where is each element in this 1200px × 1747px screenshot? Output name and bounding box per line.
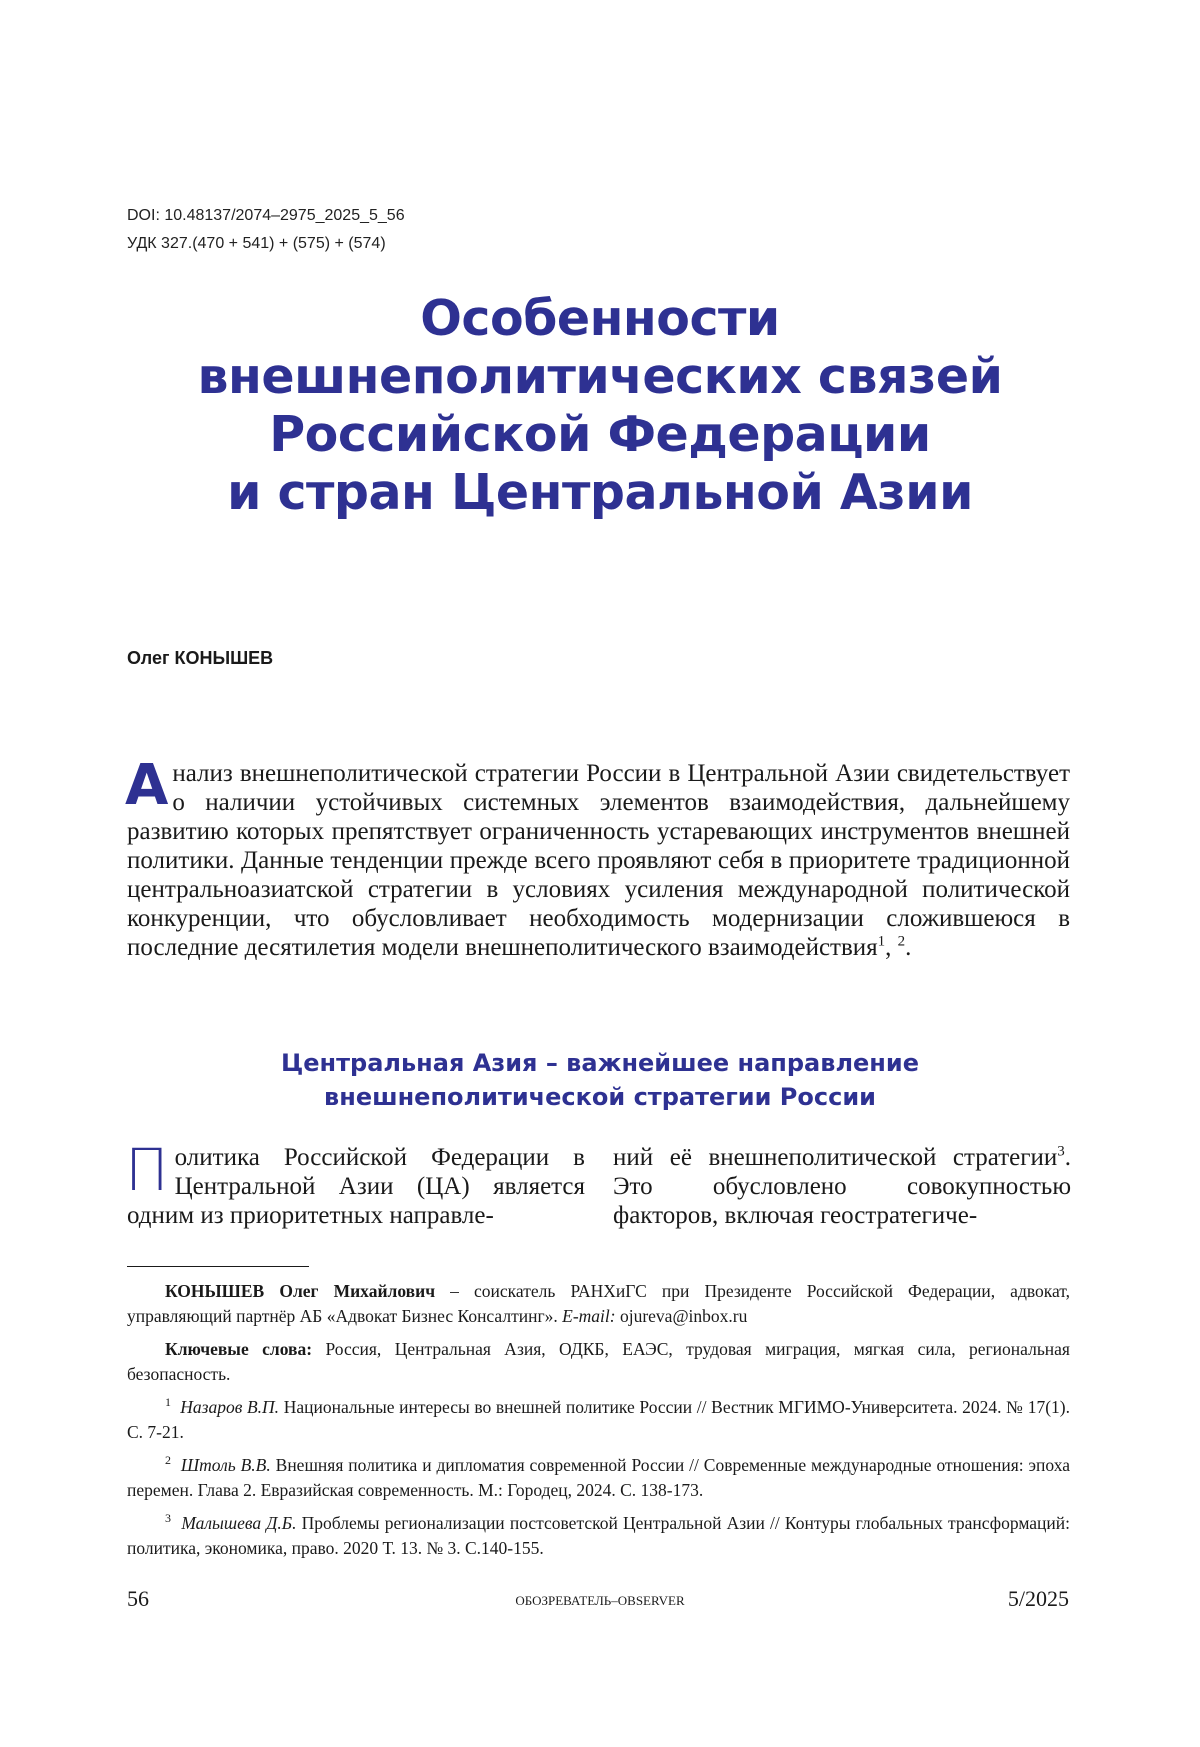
keywords: Россия, Центральная Азия, ОДКБ, ЕАЭС, трудовая миграция, мягкая сила, региональная безопасность. [127,1339,1070,1384]
section-heading [150,1046,1050,1114]
footnote-author: Штоль В.В. [181,1455,271,1475]
author-note [127,1279,1070,1329]
abstract-text: нализ внешнеполитической стратегии России в Центральной Азии свидетельствует о наличии устойчивых системных элементов взаимодействия, дальнейшему развитию которых препятствует ограниченность устаревающих инструментов внешней политики. Данные тенденции прежде всего проявляют себя в приоритете традиционной центральноазиатской стратегии в условиях усиления международной политической конкуренции, что обусловливает необходимость модернизации сложившеюся в последние десятилетия модели внешнеполитического взаимодействия [127,760,1070,961]
footnote-ref: 1 [878,934,886,950]
title-line: внешнеполитических связей [100,348,1100,406]
footnotes [127,1279,1070,1569]
footnote-3 [127,1511,1070,1561]
issue-number: 5/2025 [1008,1586,1069,1612]
footnote-2 [127,1453,1070,1503]
footnote-text: Национальные интересы во внешней политике России // Вестник МГИМО-Университета. 2024. № 17(1). С. 7-21. [127,1397,1070,1442]
footnote-number: 3 [165,1511,171,1525]
abstract-dropcap: А [125,761,168,811]
title-line: Российской Федерации [100,406,1100,464]
body-text: ний её внешнеполитической стратегии [613,1144,1057,1171]
keywords-label: Ключевые слова: [165,1339,312,1359]
footnote-number: 2 [165,1453,171,1467]
body-text: олитика Российской Федерации в Центральной Азии (ЦА) является одним из приоритетных направле- [127,1144,585,1229]
journal-page [0,0,1200,1747]
body-dropcap: П [125,1145,169,1195]
ref-separator: , [885,934,898,961]
author-name: Олег КОНЫШЕВ [127,648,273,669]
footnote-text: Проблемы регионализации постсоветской Центральной Азии // Контуры глобальных трансформаций: политика, экономика, право. 2020 Т. 13. № 3. С.140-155. [127,1513,1070,1558]
section-heading-line: внешнеполитической стратегии России [150,1080,1050,1114]
body-text: . Это обусловлено совокупностью факторов, включая геостратегиче- [613,1144,1071,1229]
title-line: Особенности [100,290,1100,348]
abstract [127,759,1070,962]
footnote-author: Малышева Д.Б. [181,1513,296,1533]
page-number: 56 [127,1586,149,1612]
email-address: ojureva@inbox.ru [616,1306,748,1326]
title-line: и стран Центральной Азии [100,464,1100,522]
footnote-number: 1 [165,1395,171,1409]
section-heading-line: Центральная Азия – важнейшее направление [150,1046,1050,1080]
footnote-author: Назаров В.П. [180,1397,279,1417]
email-label: E-mail: [562,1306,615,1326]
abstract-end: . [905,934,911,961]
udk-line: УДК 327.(470 + 541) + (575) + (574) [127,235,386,253]
body-column-right [613,1143,1071,1230]
footnote-ref: 2 [898,934,906,950]
keywords-note [127,1337,1070,1387]
article-title [100,290,1100,522]
body-column-left [127,1143,585,1230]
journal-name: ОБОЗРЕВАТЕЛЬ–OBSERVER [0,1593,1200,1609]
footnote-1 [127,1395,1070,1445]
footnote-text: Внешняя политика и дипломатия современной России // Современные международные отношения: эпоха перемен. Глава 2. Евразийская современность. М.: Городец, 2024. С. 138-173. [127,1455,1070,1500]
footnote-divider [127,1266,309,1267]
author-full-name: КОНЫШЕВ Олег Михайлович [165,1281,435,1301]
footnote-ref: 3 [1057,1144,1065,1160]
doi-line: DOI: 10.48137/2074–2975_2025_5_56 [127,207,405,225]
author-info: – соискатель РАНХиГС при Президенте Российской Федерации, адвокат, управляющий партнёр АБ «Адвокат Бизнес Консалтинг». [127,1281,1070,1326]
